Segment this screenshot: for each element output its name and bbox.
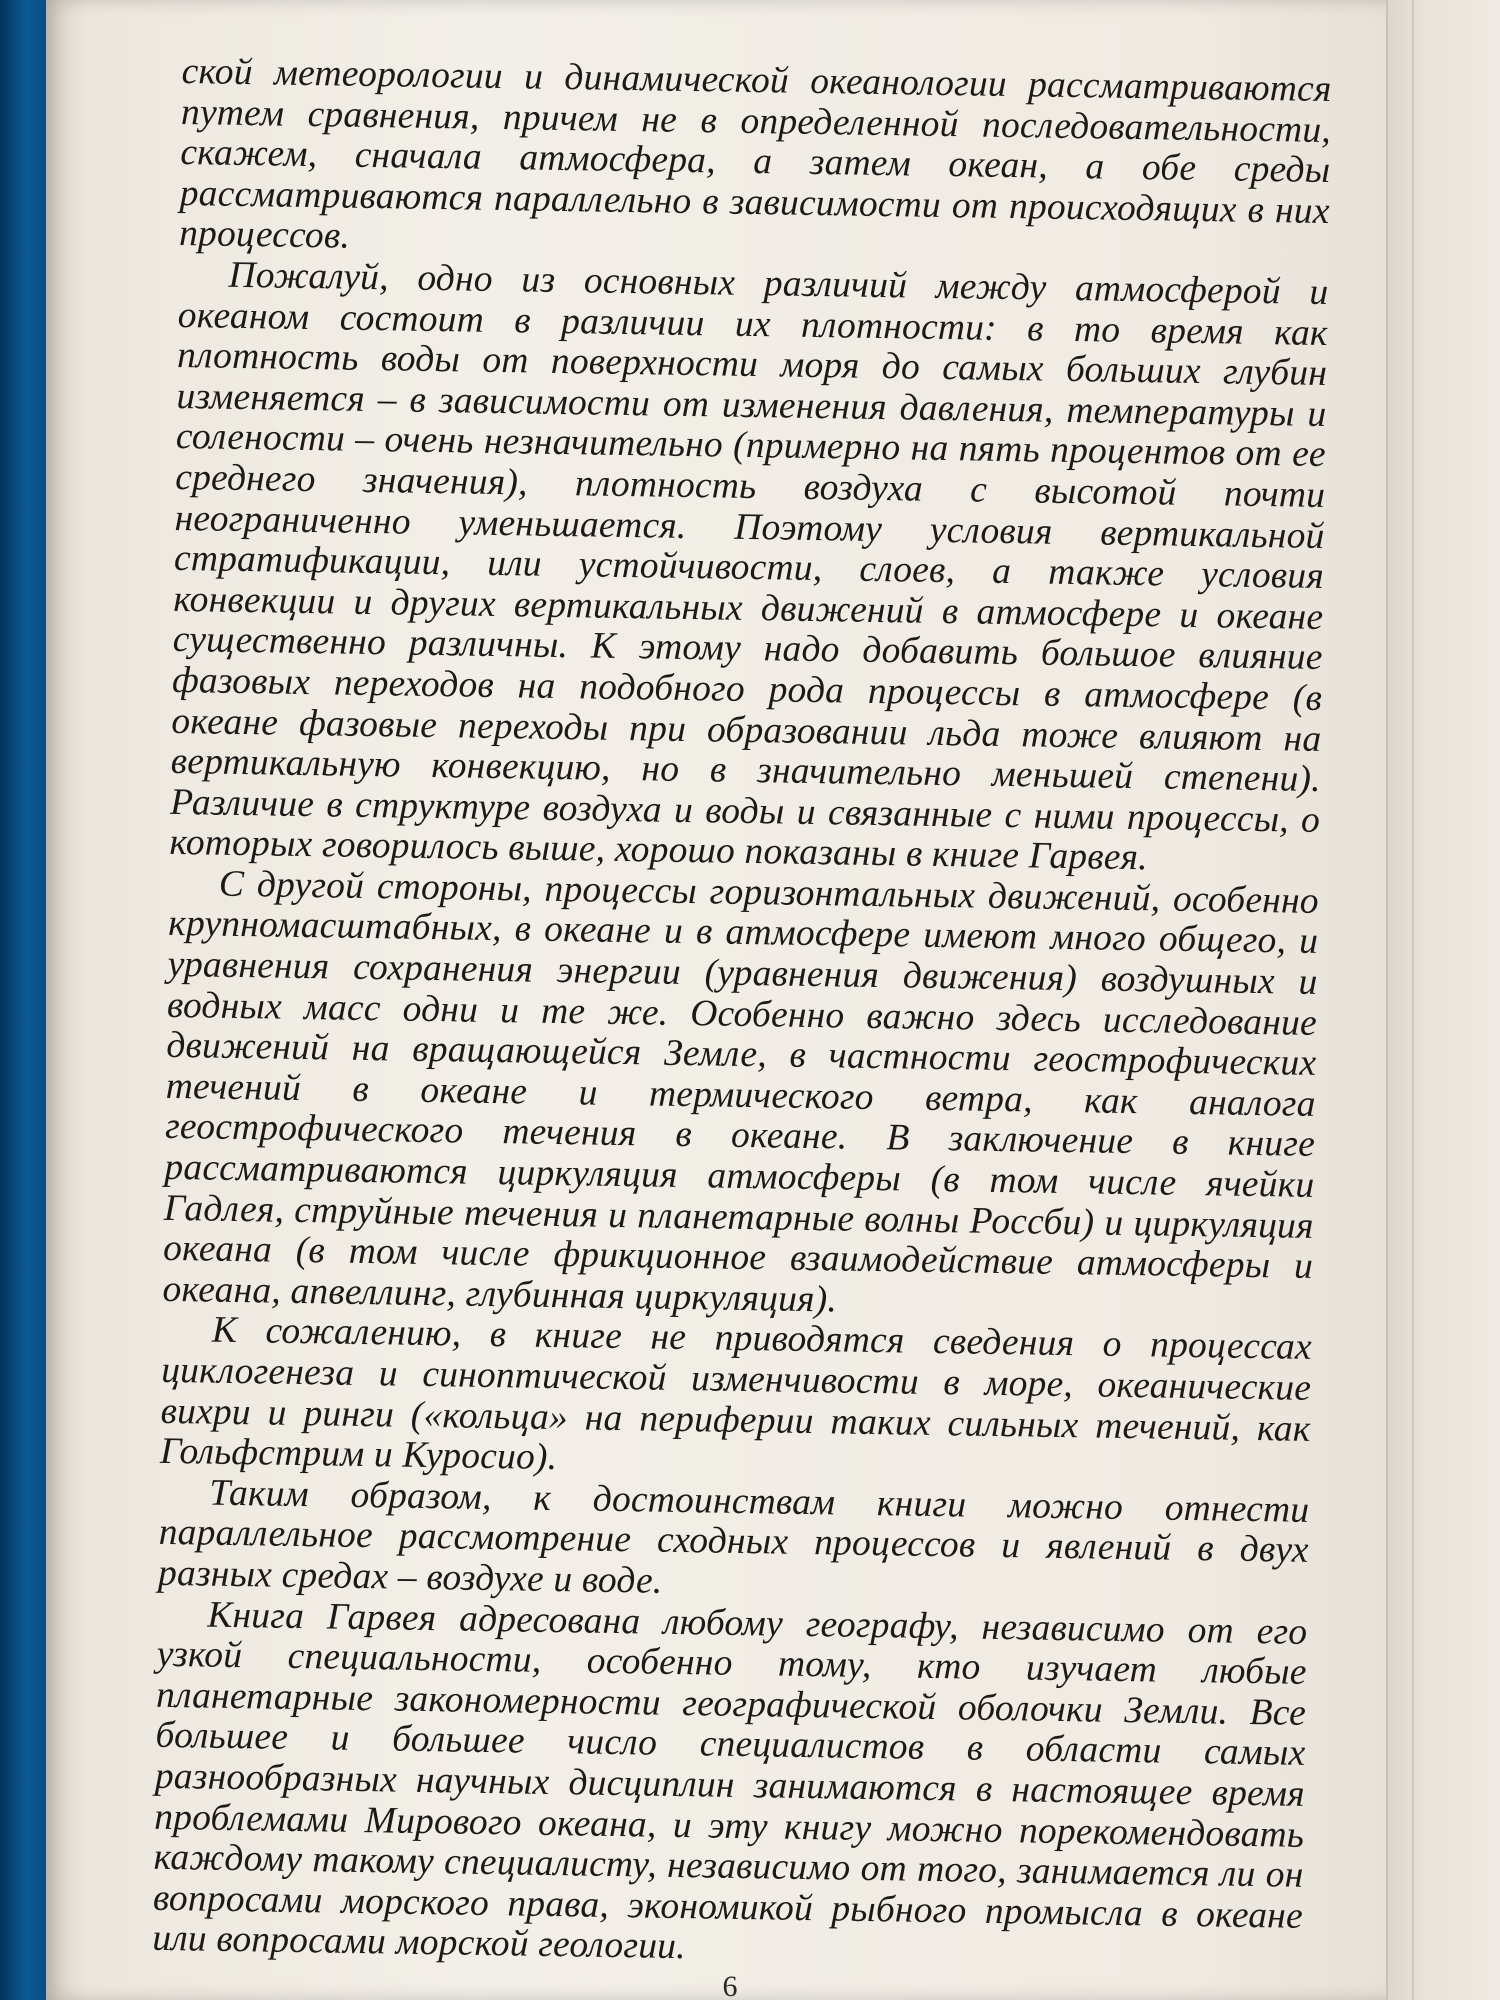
paragraph: С другой стороны, процессы горизонтальных движений, особенно крупномасштабных, в океане и в атмосфере имеют много общего, и уравнения сохранения энергии (уравнения движения) воздушных и водных масс одни и те же. Особенно важно здесь исследование движений на вращающейся Земле, в частности геострофических течений в океане и термического ветра, как аналога геострофического течения в океане. В заключение в книге рассматриваются циркуляция атмосферы (в том числе ячейки Гадлея, струйные течения и планетарные волны Россби) и циркуляция океана (в том числе фрикционное взаимодействие атмосферы и океана, апвеллинг, глубинная циркуляция). — [162, 863, 1320, 1321]
page-text — [152, 52, 1332, 1978]
paragraph: Пожалуй, одно из основных различий между атмосферой и океаном состоит в различии их плотности: в то время как плотность воды от поверхности моря до самых больших глубин изменяется – в зависимости от изменения давления, температуры и солености – очень незначительно (примерно на пять процентов от ее среднего значения), плотность воздуха с высотой почти неограниченно уменьшается. Поэтому условия вертикальной стратификации, или устойчивости, слоев, а также условия конвекции и других вертикальных движений в атмосфере и океане существенно различны. К этому надо добавить большое влияние фазовых переходов на подобного рода процессы в атмосфере (в океане фазовые переходы при образовании льда тоже влияют на вертикальную конвекцию, но в значительно меньшей степени). Различие в структуре воздуха и воды и связанные с ними процессы, о которых говорилось выше, хорошо показаны в книге Гарвея. — [169, 254, 1329, 879]
paragraph: Книга Гарвея адресована любому географу, независимо от его узкой специальности, особенно тому, кто изучает любые планетарные закономерности географической оболочки Земли. Все большее и большее число специалистов в области самых разнообразных научных дисциплин занимаются в настоящее время проблемами Мирового океана, и эту книгу можно порекомендовать каждому такому специалисту, независимо от того, занимается ли он вопросами морского права, экономикой рыбного промысла в океане или вопросами морской геологии. — [152, 1594, 1308, 1968]
page-fold-line — [1412, 0, 1414, 2000]
book-cover-edge — [0, 0, 48, 2000]
paragraph: Таким образом, к достоинствам книги можно отнести параллельное рассмотрение сходных процессов и явлений в двух разных средах – воздухе и воде. — [157, 1472, 1310, 1602]
paragraph: К сожалению, в книге не приводятся сведения о процессах циклогенеза и синоптической изменчивости в море, океанические вихри и ринги («кольца» на периферии таких сильных течений, как Гольфстрим и Куросио). — [159, 1310, 1313, 1479]
facing-page-edge — [1386, 0, 1500, 2000]
page-number: 6 — [722, 1970, 738, 2000]
paragraph: ской метеорологии и динамической океанологии рассматриваются путем сравнения, причем не в определенной последовательности, скажем, сначала атмосфера, а затем океан, а обе среды рассматриваются параллельно в зависимости от происходящих в них процессов. — [178, 51, 1332, 258]
